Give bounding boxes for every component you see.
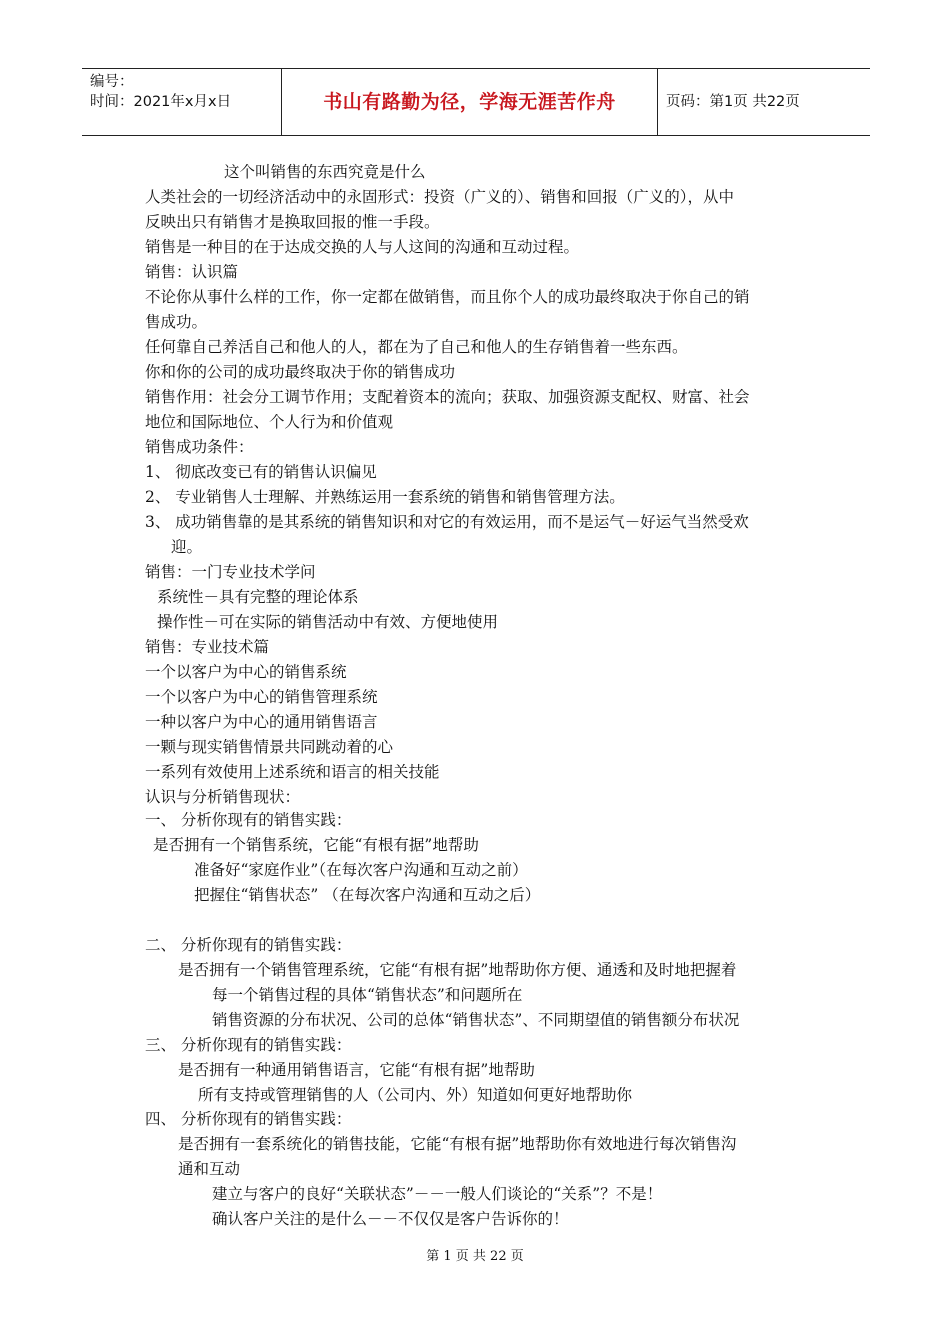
text-line: 一种以客户为中心的通用销售语言 bbox=[145, 713, 378, 731]
header-time-label: 时间：2021年x月x日 bbox=[90, 94, 232, 110]
text-line: 地位和国际地位、个人行为和价值观 bbox=[145, 413, 394, 431]
page-footer bbox=[0, 1245, 950, 1264]
text-line: 反映出只有销售才是换取回报的惟一手段。 bbox=[145, 213, 440, 231]
header-number-label: 编号： bbox=[90, 74, 134, 90]
text-line: 通和互动 bbox=[178, 1160, 241, 1178]
text-line: 一个以客户为中心的销售管理系统 bbox=[145, 688, 378, 706]
numbered-heading: 一、 分析你现有的销售实践： bbox=[145, 811, 352, 829]
header-motto: 书山有路勤为径，学海无涯苦作舟 bbox=[282, 69, 658, 135]
section-heading: 销售成功条件： bbox=[145, 438, 254, 456]
list-item: 3、 成功销售靠的是其系统的销售知识和对它的有效运用，而不是运气－好运气当然受欢 bbox=[145, 513, 749, 531]
text-line: 一个以客户为中心的销售系统 bbox=[145, 663, 347, 681]
header-page-info: 页码：第1页 共22页 bbox=[666, 94, 800, 110]
section-heading: 认识与分析销售现状： bbox=[145, 788, 301, 806]
header-meta-cell bbox=[82, 69, 282, 135]
text-line: 售成功。 bbox=[145, 313, 208, 331]
text-line: 一系列有效使用上述系统和语言的相关技能 bbox=[145, 763, 440, 781]
section-heading: 销售：一门专业技术学问 bbox=[145, 563, 316, 581]
text-line: 确认客户关注的是什么－－不仅仅是客户告诉你的！ bbox=[212, 1210, 569, 1228]
text-line: 人类社会的一切经济活动中的永固形式：投资（广义的）、销售和回报（广义的），从中 bbox=[145, 188, 735, 206]
text-line: 是否拥有一套系统化的销售技能，它能“有根有据”地帮助你有效地进行每次销售沟 bbox=[178, 1135, 737, 1153]
text-line: 销售作用：社会分工调节作用；支配着资本的流向；获取、加强资源支配权、财富、社会 bbox=[145, 388, 750, 406]
section-heading: 销售：认识篇 bbox=[145, 263, 239, 281]
text-line: 一颗与现实销售情景共同跳动着的心 bbox=[145, 738, 394, 756]
text-line: 每一个销售过程的具体“销售状态”和问题所在 bbox=[212, 986, 523, 1004]
list-item: 2、 专业销售人士理解、并熟练运用一套系统的销售和销售管理方法。 bbox=[145, 488, 625, 506]
text-line: 你和你的公司的成功最终取决于你的销售成功 bbox=[145, 363, 456, 381]
text-line: 操作性－可在实际的销售活动中有效、方便地使用 bbox=[157, 613, 499, 631]
text-line: 是否拥有一个销售系统，它能“有根有据”地帮助 bbox=[153, 836, 479, 854]
page-header bbox=[82, 68, 870, 136]
numbered-heading: 二、 分析你现有的销售实践： bbox=[145, 936, 352, 954]
list-item: 1、 彻底改变已有的销售认识偏见 bbox=[145, 463, 377, 481]
text-line: 是否拥有一种通用销售语言，它能“有根有据”地帮助 bbox=[178, 1061, 535, 1079]
numbered-heading: 三、 分析你现有的销售实践： bbox=[145, 1036, 352, 1054]
text-line: 准备好“家庭作业”（在每次客户沟通和互动之前） bbox=[194, 861, 528, 879]
text-line: 销售是一种目的在于达成交换的人与人这间的沟通和互动过程。 bbox=[145, 238, 580, 256]
text-line: 系统性－具有完整的理论体系 bbox=[157, 588, 359, 606]
text-line: 建立与客户的良好“关联状态”－－一般人们谈论的“关系”？不是！ bbox=[212, 1185, 663, 1203]
text-line: 任何靠自己养活自己和他人的人，都在为了自己和他人的生存销售着一些东西。 bbox=[145, 338, 688, 356]
doc-title: 这个叫销售的东西究竟是什么 bbox=[224, 163, 426, 181]
text-line: 销售资源的分布状况、公司的总体“销售状态”、不同期望值的销售额分布状况 bbox=[212, 1011, 740, 1029]
list-item-continuation: 迎。 bbox=[171, 538, 203, 556]
text-line: 所有支持或管理销售的人（公司内、外）知道如何更好地帮助你 bbox=[198, 1086, 633, 1104]
numbered-heading: 四、 分析你现有的销售实践： bbox=[145, 1110, 352, 1128]
text-line: 是否拥有一个销售管理系统，它能“有根有据”地帮助你方便、通透和及时地把握着 bbox=[178, 961, 737, 979]
text-line: 把握住“销售状态” （在每次客户沟通和互动之后） bbox=[194, 886, 541, 904]
text-line: 不论你从事什么样的工作，你一定都在做销售，而且你个人的成功最终取决于你自己的销 bbox=[145, 288, 750, 306]
footer-page-number: 第 1 页 共 22 页 bbox=[426, 1249, 524, 1264]
section-heading: 销售：专业技术篇 bbox=[145, 638, 270, 656]
